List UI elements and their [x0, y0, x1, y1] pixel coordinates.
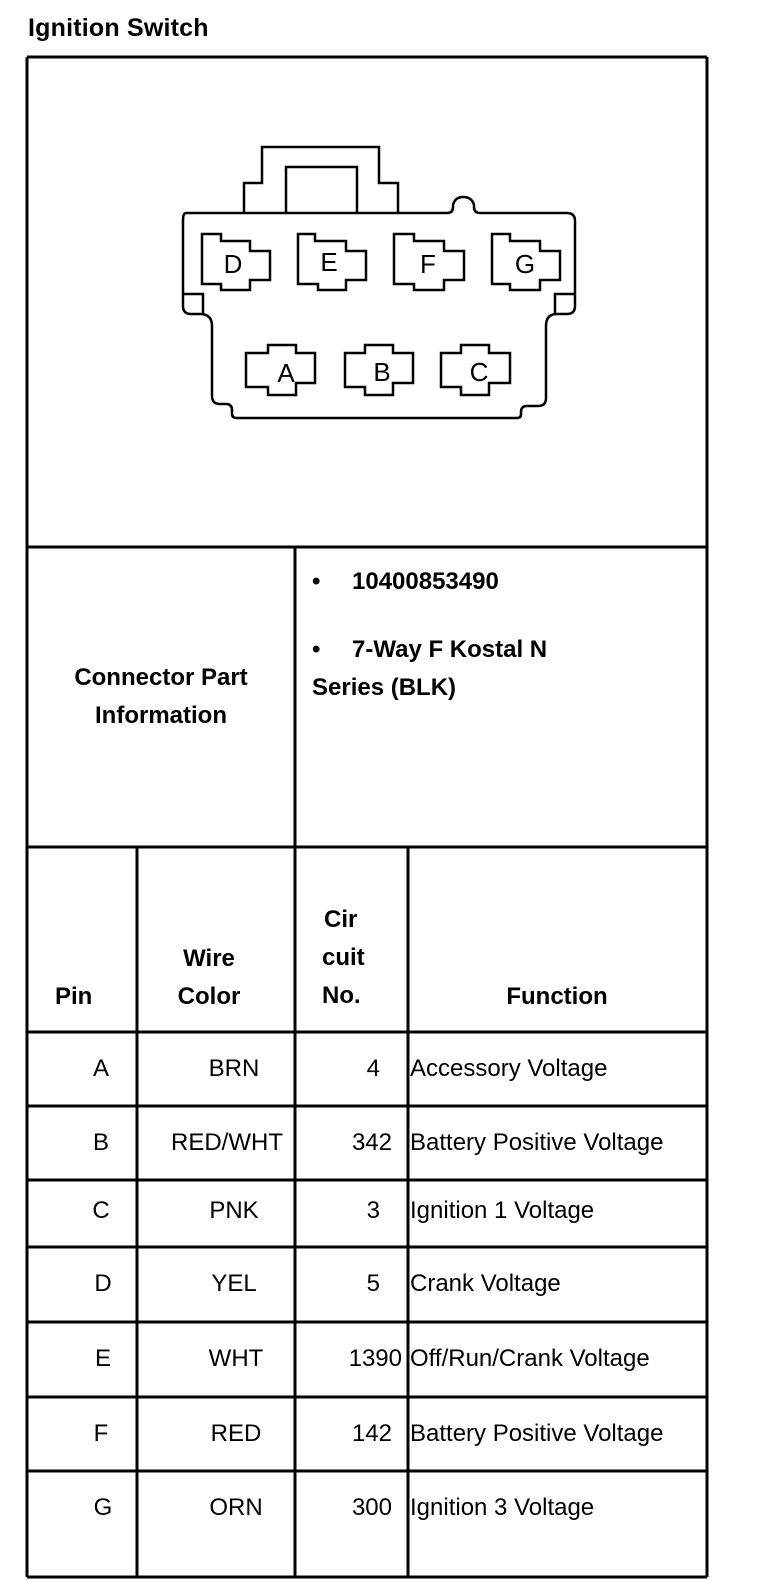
part-info-label-line1: Connector Part: [74, 664, 248, 691]
connector-latch: [244, 147, 398, 213]
part-number: 10400853490: [352, 568, 499, 595]
part-info-list: [312, 563, 702, 707]
bullet-icon: •: [312, 636, 321, 663]
connector-face-diagram: [0, 0, 768, 560]
cell-circuit: 5: [366, 1270, 380, 1297]
cell-pin: A: [92, 1055, 109, 1082]
part-number-item: [312, 563, 702, 601]
cell-pin: F: [93, 1420, 109, 1447]
header-circuit-line3: No.: [322, 982, 361, 1009]
cell-pin: D: [94, 1270, 112, 1297]
cell-circuit: 3: [366, 1197, 380, 1224]
cell-function: Off/Run/Crank Voltage: [410, 1345, 650, 1372]
part-description-item-2: [312, 669, 702, 707]
header-wire-line1: Wire: [183, 945, 235, 972]
cell-function: Accessory Voltage: [410, 1055, 608, 1082]
bullet-icon: •: [312, 568, 321, 595]
cell-wire-color: YEL: [211, 1270, 257, 1297]
part-description-item: [312, 631, 702, 669]
cell-function: Crank Voltage: [410, 1270, 561, 1297]
pin-label-b: B: [373, 357, 391, 387]
cell-wire-color: RED: [210, 1420, 262, 1447]
header-circuit-no: [322, 901, 382, 1015]
cell-function: Ignition 3 Voltage: [410, 1494, 595, 1521]
cell-circuit: 342: [351, 1129, 392, 1156]
cell-pin: C: [92, 1197, 110, 1224]
pin-label-d: D: [223, 249, 243, 279]
cell-circuit: 142: [351, 1420, 392, 1447]
cell-circuit: 4: [366, 1055, 380, 1082]
part-description-line2: Series (BLK): [312, 674, 457, 701]
pin-label-c: C: [469, 357, 489, 387]
header-function: Function: [506, 983, 608, 1010]
pin-label-f: F: [420, 249, 436, 279]
header-wire-color: [138, 940, 280, 1016]
part-description-line1: 7-Way F Kostal N: [352, 636, 548, 663]
part-info-label-line2: Information: [95, 702, 227, 729]
cell-circuit: 1390: [348, 1345, 402, 1372]
part-info-label: [28, 659, 294, 735]
header-circuit-line2: cuit: [322, 944, 365, 971]
header-pin: Pin: [55, 983, 93, 1010]
cell-wire-color: ORN: [209, 1494, 263, 1521]
pin-label-a: A: [277, 358, 295, 388]
cell-pin: G: [93, 1494, 113, 1521]
pin-label-e: E: [320, 247, 338, 277]
pin-label-g: G: [514, 249, 536, 279]
cell-function: Ignition 1 Voltage: [410, 1197, 595, 1224]
cell-circuit: 300: [351, 1494, 392, 1521]
cell-wire-color: RED/WHT: [171, 1129, 283, 1156]
cell-pin: B: [92, 1129, 109, 1156]
cell-wire-color: WHT: [208, 1345, 264, 1372]
header-circuit-line1: Cir: [324, 906, 358, 933]
page-title: Ignition Switch: [28, 14, 209, 42]
header-wire-line2: Color: [177, 983, 241, 1010]
cell-function: Battery Positive Voltage: [410, 1129, 664, 1156]
cell-function: Battery Positive Voltage: [410, 1420, 664, 1447]
cell-pin: E: [94, 1345, 111, 1372]
cell-wire-color: PNK: [209, 1197, 259, 1224]
cell-wire-color: BRN: [208, 1055, 260, 1082]
